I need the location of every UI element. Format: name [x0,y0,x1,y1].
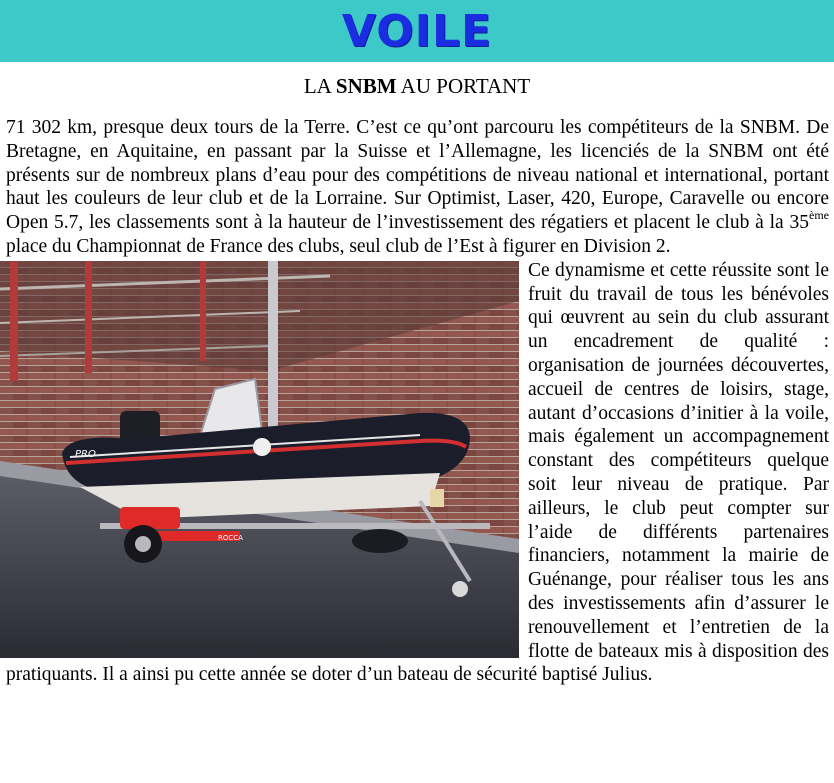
headline-suffix: AU PORTANT [396,74,531,98]
boat-logo [253,438,271,456]
headline-bold: SNBM [335,74,397,98]
boat-brand-label: PRO [75,448,96,460]
headline-prefix: LA [303,74,336,98]
paragraph-2 [6,259,829,687]
article-body [6,116,829,687]
spare-tire [352,529,408,553]
section-banner [0,0,834,62]
trailer-label: ROCCA [218,533,243,542]
section-title: VOILE [341,5,493,57]
paragraph-1-part-b: place du Championnat de France des clubs, seul club de l’Est à figurer en Division 2. [6,235,671,257]
paragraph-2-text: Ce dynamisme et cette réussite sont le fruit du travail de tous les bénévoles qui œuvrent au sein du club assurant un encadrement de qualité : organisation de journées découvertes, accueil de centres de loisirs, stage, autant d’occasions d’initier à la voile, mais également un accompagnement constant des compétiteurs quelque soit leur niveau de pratique. Par ailleurs, le club peut compter sur l’aide de différents partenaires financiers, notamment la mairie de Guénange, pour réaliser tous les ans des investissements afin d’assurer le renouvellement et l’entretien de la flotte de bateaux mis à disposition des pratiquants. Il a ainsi pu cette année se doter d’un bateau de sécurité baptisé Julius. [6,259,829,686]
paragraph-1 [6,116,829,259]
paragraph-1-part-a: 71 302 km, presque deux tours de la Terre. C’est ce qu’ont parcouru les compétiteurs de la SNBM. De Bretagne, en Aquitaine, en passant par la Suisse et l’Allemagne, les licenciés de la SNBM ont été présents sur de nombreux plans d’eau pour des compétitions de niveau national et international, portant haut les couleurs de leur club et de la Lorraine. Sur Optimist, Laser, 420, Europe, Caravelle ou encore Open 5.7, les classements sont à la hauteur de l’investissement des régatiers et placent le club à la 35 [6,117,829,234]
boat-photo-illustration [0,261,519,658]
ordinal-superscript: ème [809,208,829,223]
article-headline [0,72,834,100]
boat-photo [0,261,519,658]
trailer-fender [120,507,180,529]
